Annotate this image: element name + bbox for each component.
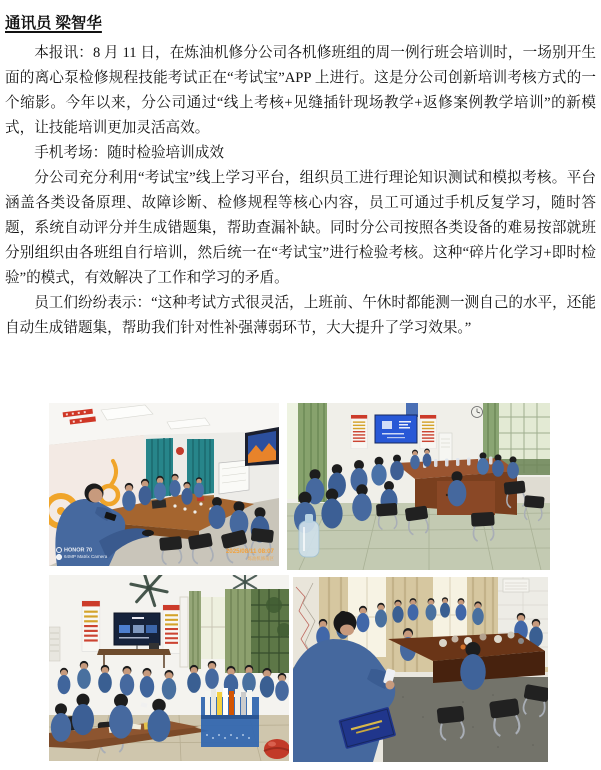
- paragraph-quote: 员工们纷纷表示：“这种考试方式很灵活，上班前、午休时都能测一测自己的水平，还能自动生成错题集，帮助我们针对性补强薄弱环节，大大提升了学习效果。”: [5, 295, 596, 336]
- camera-watermark: HONOR 70 64MP Matrix Camera: [56, 547, 107, 561]
- photo-bottom-right: [293, 577, 548, 762]
- photo-1-illustration: [49, 403, 279, 566]
- camera-dot-icon: [56, 554, 62, 560]
- photo-bottom-left: [49, 575, 289, 761]
- timestamp-watermark: 2025/08/11 08:07 炼油机修南区: [225, 548, 274, 561]
- paragraph-platform: 分公司充分利用“考试宝”线上学习平台，组织员工进行理论知识测试和模拟考核。平台涵盖各类设备原理、故障诊断、检修规程等核心内容，员工可通过手机反复学习，随时答题，系统自动评分并生成错题集，帮助查漏补缺。同时分公司按照各类设备的难易按部就班分别组织由各班组自行培训，然后统一在“考试宝”进行检验考核。这种“碎片化学习+即时检验”的模式，有效解决了工作和学习的矛盾。: [5, 170, 596, 286]
- photo-top-right: [287, 403, 550, 570]
- photo-2-illustration: [287, 403, 550, 570]
- honor-logo-icon: [56, 547, 62, 553]
- photo-top-left: [49, 403, 279, 566]
- byline: 通讯员 梁智华: [5, 15, 102, 32]
- section-subheading: 手机考场：随时检验培训成效: [34, 145, 224, 161]
- photo-4-illustration: [293, 577, 548, 762]
- photo-3-illustration: [49, 575, 289, 761]
- paragraph-lead: 本报讯：8 月 11 日，在炼油机修分公司各机修班组的周一例行班会培训时，一场别开生面的离心泵检修规程技能考试正在“考试宝”APP 上进行。这是分公司创新培训考核方式的一个缩影。今年以来，分公司通过“线上考核+见缝插针现场教学+返修案例教学培训”的新模式，让技能培训更加灵活高效。: [5, 45, 596, 136]
